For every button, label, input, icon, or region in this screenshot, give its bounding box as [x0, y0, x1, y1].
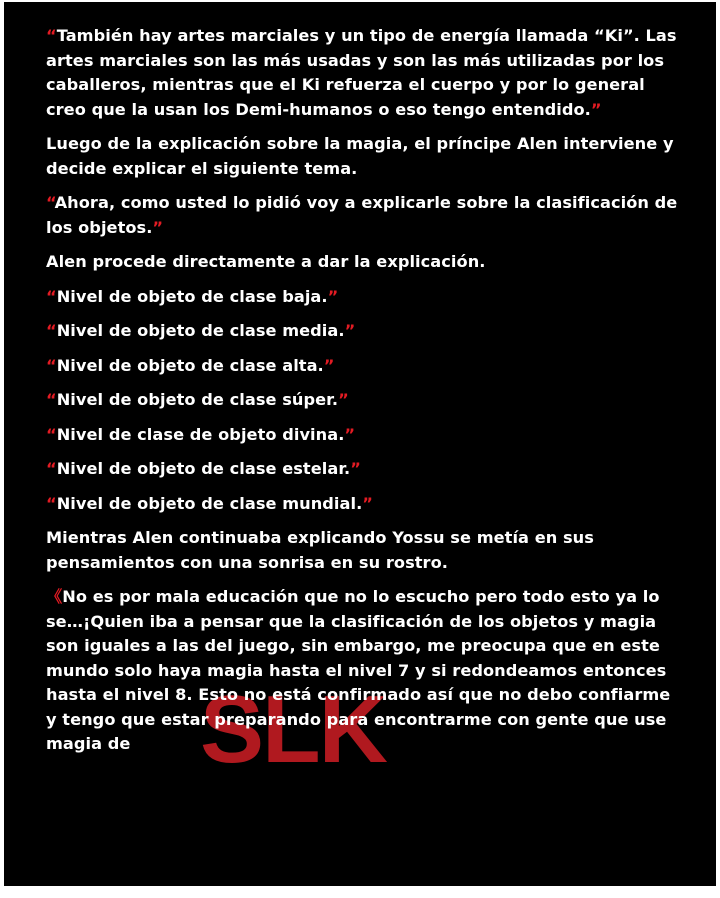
close-quote: ” [362, 493, 373, 513]
paragraph-text: Mientras Alen continuaba explicando Yossu se metía en sus pensamientos con una sonrisa en su rostro. [46, 528, 594, 572]
open-quote: “ [46, 321, 57, 340]
open-quote: “ [46, 26, 57, 45]
paragraph [46, 285, 682, 310]
paragraph-text: Nivel de objeto de clase alta. [56, 355, 324, 375]
paragraph [46, 250, 682, 275]
paragraph [46, 24, 682, 122]
paragraph-text: Nivel de objeto de clase estelar. [56, 459, 351, 478]
paragraph [46, 457, 682, 482]
paragraph-text: No es por mala educación que no lo escucho pero todo esto ya lo se…¡Quien iba a pensar que la clasificación de los objetos y magia son iguales a las del juego, sin embargo, me preocupa que en este mundo solo haya magia hasta el nivel 7 y si redondeamos entonces hasta el nivel 8. Esto no está confirmado así que no debo confiarme y tengo que estar preparando para encontrarme con gente que use magia de [46, 587, 671, 753]
open-quote: “ [46, 193, 55, 212]
open-quote: 《 [46, 587, 63, 606]
paragraph [46, 423, 682, 448]
close-quote: ” [323, 355, 335, 375]
watermark-logo: SLK [200, 676, 386, 783]
paragraph [46, 585, 682, 757]
close-quote: ” [350, 459, 361, 478]
paragraph-text: Nivel de objeto de clase mundial. [56, 493, 363, 513]
close-quote: ” [338, 390, 349, 409]
open-quote: “ [46, 355, 57, 375]
paragraph-text: Nivel de clase de objeto divina. [56, 424, 345, 444]
close-quote: ” [344, 321, 356, 340]
open-quote: “ [46, 286, 57, 306]
paragraph-text: Nivel de objeto de clase media. [56, 321, 345, 340]
open-quote: “ [46, 459, 57, 478]
paragraph [46, 319, 682, 344]
open-quote: “ [46, 390, 57, 409]
text-body [46, 24, 682, 767]
paragraph-text: Luego de la explicación sobre la magia, el príncipe Alen interviene y decide explicar el siguiente tema. [46, 134, 674, 178]
close-quote: ” [590, 99, 602, 119]
paragraph-text: También hay artes marciales y un tipo de energía llamada “Ki”. Las artes marciales son las más usadas y son las más utilizadas por los caballeros, mientras que el Ki refuerza el cuerpo y por lo general creo que la usan los Demi-humanos o eso tengo entendido. [46, 26, 677, 119]
paragraph-text: Alen procede directamente a dar la explicación. [46, 252, 486, 271]
paragraph [46, 526, 682, 575]
paragraph-text: Nivel de objeto de clase súper. [56, 390, 339, 409]
paragraph-text: Nivel de objeto de clase baja. [56, 286, 328, 306]
paragraph [46, 388, 682, 413]
close-quote: ” [152, 217, 164, 237]
paragraph [46, 354, 682, 379]
close-quote: ” [344, 424, 356, 444]
paragraph-text: Ahora, como usted lo pidió voy a explicarle sobre la clasificación de los objetos. [46, 193, 678, 237]
paragraph [46, 132, 682, 181]
paragraph [46, 492, 682, 517]
paragraph [46, 191, 682, 240]
open-quote: “ [46, 424, 57, 444]
page-background [4, 2, 716, 886]
open-quote: “ [46, 493, 57, 513]
close-quote: ” [327, 286, 339, 306]
